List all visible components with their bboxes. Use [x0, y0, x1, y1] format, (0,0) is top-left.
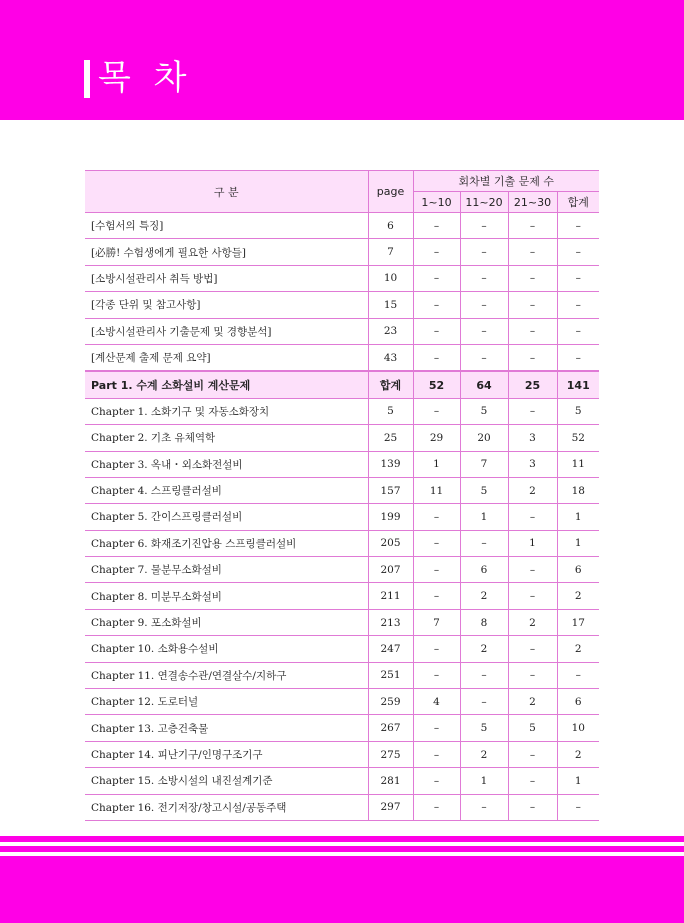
toc-header-row [85, 171, 599, 192]
row-page: 251 [368, 662, 413, 688]
row-count-c4: 141 [557, 371, 599, 398]
chapter-row [85, 636, 599, 662]
row-count-c2: 2 [460, 583, 508, 609]
chapter-row [85, 477, 599, 503]
row-label: [소방시설관리사 기출문제 및 경향분석] [85, 318, 368, 344]
row-count-c4: 2 [557, 583, 599, 609]
row-label: Chapter 1. 소화기구 및 자동소화장치 [85, 398, 368, 424]
row-count-c1: – [413, 239, 460, 265]
row-page: 211 [368, 583, 413, 609]
row-label: Chapter 4. 스프링클러설비 [85, 477, 368, 503]
row-label: [소방시설관리사 취득 방법] [85, 265, 368, 291]
row-count-c3: 2 [508, 689, 557, 715]
row-label: [계산문제 출제 문제 요약] [85, 344, 368, 371]
row-page: 281 [368, 768, 413, 794]
row-count-c1: – [413, 741, 460, 767]
row-count-c2: 64 [460, 371, 508, 398]
row-count-c1: – [413, 583, 460, 609]
row-count-c2: 8 [460, 609, 508, 635]
row-label: Chapter 7. 물분무소화설비 [85, 557, 368, 583]
row-count-c3: – [508, 344, 557, 371]
row-count-c2: – [460, 794, 508, 820]
row-count-c1: – [413, 318, 460, 344]
row-count-c4: 6 [557, 689, 599, 715]
row-count-c2: 5 [460, 715, 508, 741]
row-count-c1: 52 [413, 371, 460, 398]
row-page: 7 [368, 239, 413, 265]
header-page: page [368, 171, 413, 213]
intro-row [85, 318, 599, 344]
row-label: Chapter 13. 고층건축물 [85, 715, 368, 741]
row-page: 297 [368, 794, 413, 820]
row-count-c2: – [460, 344, 508, 371]
chapter-row [85, 715, 599, 741]
row-count-c2: – [460, 689, 508, 715]
row-label: Chapter 3. 옥내・외소화전설비 [85, 451, 368, 477]
row-count-c4: 18 [557, 477, 599, 503]
row-count-c2: 2 [460, 636, 508, 662]
row-count-c1: – [413, 530, 460, 556]
row-count-c3: – [508, 318, 557, 344]
row-count-c1: – [413, 662, 460, 688]
row-count-c4: 11 [557, 451, 599, 477]
header-group: 회차별 기출 문제 수 [413, 171, 599, 192]
row-count-c2: – [460, 239, 508, 265]
row-count-c3: – [508, 741, 557, 767]
row-count-c4: 2 [557, 741, 599, 767]
row-count-c4: 1 [557, 530, 599, 556]
row-label: Chapter 8. 미분무소화설비 [85, 583, 368, 609]
row-count-c4: 1 [557, 768, 599, 794]
row-count-c3: 2 [508, 609, 557, 635]
row-count-c4: – [557, 239, 599, 265]
row-label: Chapter 11. 연결송수관/연결살수/지하구 [85, 662, 368, 688]
chapter-row [85, 794, 599, 820]
header-col-2: 11~20 [460, 192, 508, 213]
row-count-c2: – [460, 292, 508, 318]
row-count-c3: – [508, 636, 557, 662]
row-count-c4: 5 [557, 398, 599, 424]
row-label: Chapter 2. 기초 유체역학 [85, 425, 368, 451]
row-count-c4: – [557, 265, 599, 291]
row-page: 267 [368, 715, 413, 741]
row-count-c2: – [460, 530, 508, 556]
row-page: 275 [368, 741, 413, 767]
row-count-c2: 20 [460, 425, 508, 451]
row-count-c4: – [557, 318, 599, 344]
row-count-c2: 5 [460, 398, 508, 424]
row-label: [必勝! 수험생에게 필요한 사항들] [85, 239, 368, 265]
footer-band [0, 856, 684, 923]
row-count-c1: – [413, 636, 460, 662]
row-count-c4: – [557, 213, 599, 239]
row-count-c3: – [508, 557, 557, 583]
row-page: 259 [368, 689, 413, 715]
row-count-c3: 2 [508, 477, 557, 503]
row-count-c4: – [557, 344, 599, 371]
footer-rule-2 [0, 846, 684, 852]
row-count-c2: 2 [460, 741, 508, 767]
row-count-c3: – [508, 662, 557, 688]
row-label: Chapter 6. 화재조기진압용 스프링클러설비 [85, 530, 368, 556]
row-count-c1: – [413, 213, 460, 239]
row-count-c3: – [508, 794, 557, 820]
row-page: 205 [368, 530, 413, 556]
row-page: 157 [368, 477, 413, 503]
row-count-c1: – [413, 768, 460, 794]
row-count-c2: 6 [460, 557, 508, 583]
chapter-row [85, 530, 599, 556]
row-page: 199 [368, 504, 413, 530]
row-count-c3: – [508, 398, 557, 424]
row-label: [각종 단위 및 참고사항] [85, 292, 368, 318]
row-count-c1: 7 [413, 609, 460, 635]
row-count-c1: 11 [413, 477, 460, 503]
row-count-c3: 5 [508, 715, 557, 741]
row-count-c3: – [508, 768, 557, 794]
row-count-c3: – [508, 239, 557, 265]
row-count-c4: 10 [557, 715, 599, 741]
row-count-c1: – [413, 504, 460, 530]
row-page: 213 [368, 609, 413, 635]
row-label: Chapter 16. 전기저장/창고시설/공동주택 [85, 794, 368, 820]
row-label: Part 1. 수계 소화설비 계산문제 [85, 371, 368, 398]
chapter-row [85, 768, 599, 794]
row-label: Chapter 15. 소방시설의 내진설계기준 [85, 768, 368, 794]
row-count-c1: – [413, 557, 460, 583]
row-page: 합계 [368, 371, 413, 398]
row-count-c1: 29 [413, 425, 460, 451]
row-count-c3: – [508, 213, 557, 239]
row-page: 5 [368, 398, 413, 424]
row-page: 23 [368, 318, 413, 344]
toc-table [85, 170, 599, 821]
row-count-c3: 3 [508, 451, 557, 477]
chapter-row [85, 425, 599, 451]
header-col-4: 합계 [557, 192, 599, 213]
chapter-row [85, 583, 599, 609]
page-title: 목 차 [98, 58, 193, 98]
chapter-row [85, 662, 599, 688]
chapter-row [85, 504, 599, 530]
chapter-row [85, 741, 599, 767]
row-count-c1: – [413, 398, 460, 424]
row-count-c1: – [413, 794, 460, 820]
row-count-c2: – [460, 213, 508, 239]
header-section: 구 분 [85, 171, 368, 213]
row-count-c1: 1 [413, 451, 460, 477]
intro-row [85, 292, 599, 318]
row-count-c2: 5 [460, 477, 508, 503]
row-label: Chapter 12. 도로터널 [85, 689, 368, 715]
intro-row [85, 344, 599, 371]
row-count-c2: – [460, 318, 508, 344]
row-page: 25 [368, 425, 413, 451]
row-count-c3: – [508, 504, 557, 530]
row-count-c3: – [508, 583, 557, 609]
row-label: Chapter 10. 소화용수설비 [85, 636, 368, 662]
row-page: 207 [368, 557, 413, 583]
row-count-c4: – [557, 662, 599, 688]
row-page: 15 [368, 292, 413, 318]
row-count-c1: 4 [413, 689, 460, 715]
header-col-1: 1~10 [413, 192, 460, 213]
row-count-c1: – [413, 265, 460, 291]
row-count-c3: – [508, 265, 557, 291]
chapter-row [85, 398, 599, 424]
chapter-row [85, 557, 599, 583]
row-count-c4: – [557, 292, 599, 318]
row-count-c4: – [557, 794, 599, 820]
row-page: 43 [368, 344, 413, 371]
row-page: 247 [368, 636, 413, 662]
footer-rule-1 [0, 836, 684, 842]
row-count-c3: 25 [508, 371, 557, 398]
row-count-c3: 1 [508, 530, 557, 556]
chapter-row [85, 451, 599, 477]
row-count-c1: – [413, 715, 460, 741]
row-count-c4: 2 [557, 636, 599, 662]
row-count-c2: – [460, 265, 508, 291]
row-page: 10 [368, 265, 413, 291]
chapter-row [85, 689, 599, 715]
row-count-c3: 3 [508, 425, 557, 451]
row-count-c2: – [460, 662, 508, 688]
toc-body [85, 213, 599, 821]
header-col-3: 21~30 [508, 192, 557, 213]
title-accent-bar [84, 60, 90, 98]
row-page: 6 [368, 213, 413, 239]
row-label: Chapter 9. 포소화설비 [85, 609, 368, 635]
row-count-c2: 1 [460, 504, 508, 530]
row-count-c4: 52 [557, 425, 599, 451]
row-count-c2: 7 [460, 451, 508, 477]
intro-row [85, 265, 599, 291]
row-count-c3: – [508, 292, 557, 318]
row-page: 139 [368, 451, 413, 477]
row-count-c2: 1 [460, 768, 508, 794]
part-row [85, 371, 599, 398]
row-label: [수험서의 특징] [85, 213, 368, 239]
row-label: Chapter 14. 피난기구/인명구조기구 [85, 741, 368, 767]
row-count-c1: – [413, 344, 460, 371]
row-count-c4: 1 [557, 504, 599, 530]
row-label: Chapter 5. 간이스프링클러설비 [85, 504, 368, 530]
row-count-c4: 6 [557, 557, 599, 583]
intro-row [85, 213, 599, 239]
chapter-row [85, 609, 599, 635]
intro-row [85, 239, 599, 265]
row-count-c4: 17 [557, 609, 599, 635]
row-count-c1: – [413, 292, 460, 318]
